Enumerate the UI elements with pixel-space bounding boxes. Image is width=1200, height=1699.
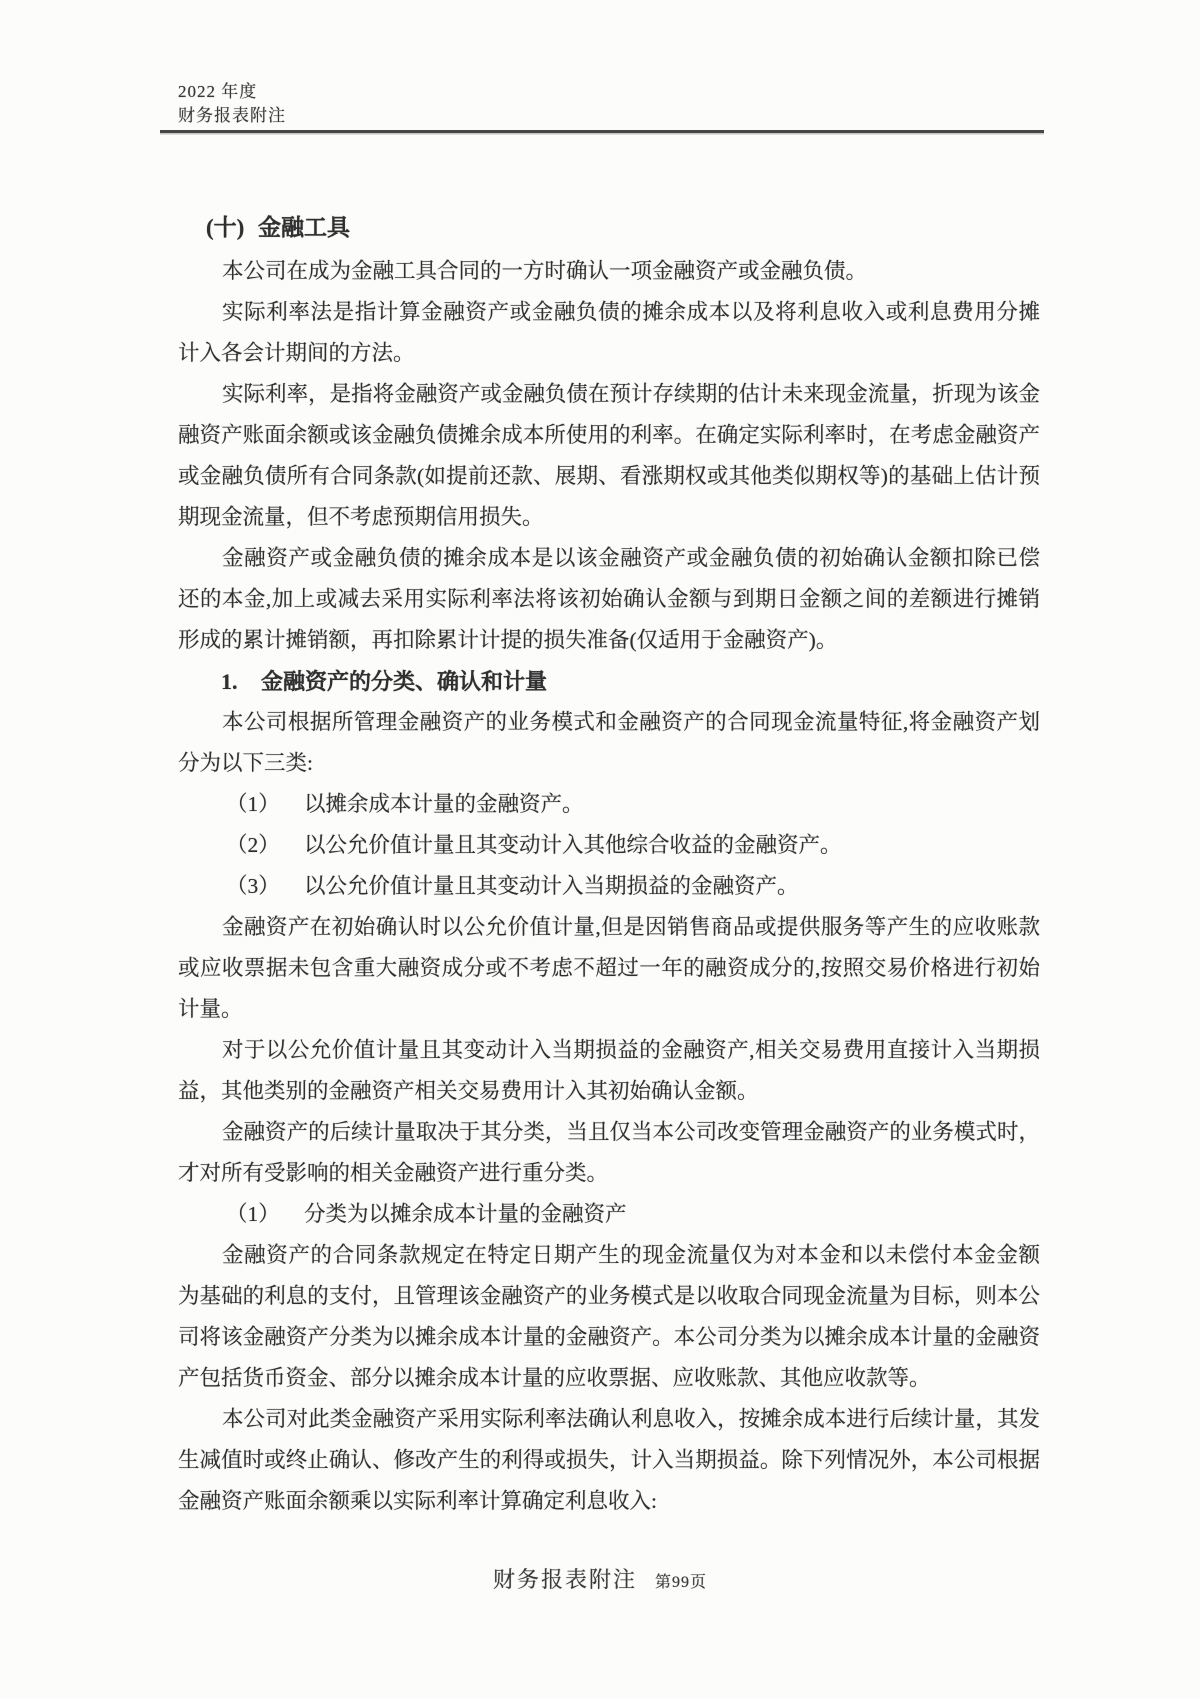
text-line: 或应收票据未包含重大融资成分或不考虑不超过一年的融资成分的,按照交易价格进行初始 — [178, 956, 1040, 980]
list-item-line — [178, 825, 1040, 866]
text-line: 益，其他类别的金融资产相关交易费用计入其初始确认金额。 — [178, 1079, 759, 1103]
footer-doc-title: 财务报表附注 — [492, 1567, 637, 1592]
item-label: （2） — [226, 833, 280, 857]
section-title: 金融工具 — [258, 215, 350, 240]
item-label: （1） — [226, 792, 280, 816]
page-footer — [0, 1563, 1200, 1594]
text-line: 本公司在成为金融工具合同的一方时确认一项金融资产或金融负债。 — [222, 259, 868, 283]
text-line: 分为以下三类: — [178, 751, 313, 775]
text-line: 计入各会计期间的方法。 — [178, 341, 415, 365]
section-number: (十) — [206, 215, 245, 240]
text-line: 还的本金,加上或减去采用实际利率法将该初始确认金额与到期日金额之间的差额进行摊销 — [178, 587, 1040, 611]
text-line: 金融资产的合同条款规定在特定日期产生的现金流量仅为对本金和以未偿付本金金额 — [222, 1243, 1040, 1267]
item-text: 以公允价值计量且其变动计入当期损益的金融资产。 — [304, 874, 799, 898]
text-line: 为基础的利息的支付，且管理该金融资产的业务模式是以收取合同现金流量为目标，则本公 — [178, 1284, 1040, 1308]
item-text: 以摊余成本计量的金融资产。 — [304, 792, 584, 816]
section-heading — [178, 205, 1040, 251]
document-body — [178, 205, 1040, 1522]
text-line: 期现金流量，但不考虑预期信用损失。 — [178, 505, 544, 529]
list-item-line — [178, 1194, 1040, 1235]
text-line: 产包括货币资金、部分以摊余成本计量的应收票据、应收账款、其他应收款等。 — [178, 1366, 931, 1390]
item-text: 以公允价值计量且其变动计入其他综合收益的金融资产。 — [304, 833, 842, 857]
header-divider — [160, 130, 1044, 133]
text-line: 形成的累计摊销额，再扣除累计计提的损失准备(仅适用于金融资产)。 — [178, 628, 838, 652]
text-line: 或金融负债所有合同条款(如提前还款、展期、看涨期权或其他类似期权等)的基础上估计预 — [178, 464, 1040, 488]
text-line: 金融资产账面余额乘以实际利率计算确定利息收入: — [178, 1489, 657, 1513]
item-label: （1） — [226, 1202, 280, 1226]
text-line: 司将该金融资产分类为以摊余成本计量的金融资产。本公司分类为以摊余成本计量的金融资 — [178, 1325, 1040, 1349]
text-line: 才对所有受影响的相关金融资产进行重分类。 — [178, 1161, 609, 1185]
item-text: 金融资产的分类、确认和计量 — [261, 669, 548, 694]
header-doc-title: 财务报表附注 — [178, 106, 286, 125]
item-label: 1. — [221, 669, 238, 694]
text-line: 金融资产在初始确认时以公允价值计量,但是因销售商品或提供服务等产生的应收账款 — [222, 915, 1040, 939]
text-line: 金融资产或金融负债的摊余成本是以该金融资产或金融负债的初始确认金额扣除已偿 — [222, 546, 1040, 570]
page-header — [178, 80, 286, 128]
item-label: （3） — [226, 874, 280, 898]
item-text: 分类为以摊余成本计量的金融资产 — [304, 1202, 627, 1226]
text-line: 本公司根据所管理金融资产的业务模式和金融资产的合同现金流量特征,将金融资产划 — [222, 710, 1040, 734]
text-line: 计量。 — [178, 997, 243, 1021]
subheading-line — [178, 661, 1040, 702]
text-line: 融资产账面余额或该金融负债摊余成本所使用的利率。在确定实际利率时，在考虑金融资产 — [178, 423, 1040, 447]
text-line: 对于以公允价值计量且其变动计入当期损益的金融资产,相关交易费用直接计入当期损 — [222, 1038, 1040, 1062]
header-year-line: 2022 年度 — [178, 82, 258, 101]
text-line: 实际利率法是指计算金融资产或金融负债的摊余成本以及将利息收入或利息费用分摊 — [222, 300, 1040, 324]
text-line: 生减值时或终止确认、修改产生的利得或损失，计入当期损益。除下列情况外，本公司根据 — [178, 1448, 1040, 1472]
list-item-line — [178, 866, 1040, 907]
text-line: 金融资产的后续计量取决于其分类，当且仅当本公司改变管理金融资产的业务模式时， — [222, 1120, 1040, 1144]
text-line: 本公司对此类金融资产采用实际利率法确认利息收入，按摊余成本进行后续计量，其发 — [222, 1407, 1040, 1431]
text-line: 实际利率，是指将金融资产或金融负债在预计存续期的估计未来现金流量，折现为该金 — [222, 382, 1040, 406]
footer-page-number: 第99页 — [655, 1574, 708, 1591]
list-item-line — [178, 784, 1040, 825]
